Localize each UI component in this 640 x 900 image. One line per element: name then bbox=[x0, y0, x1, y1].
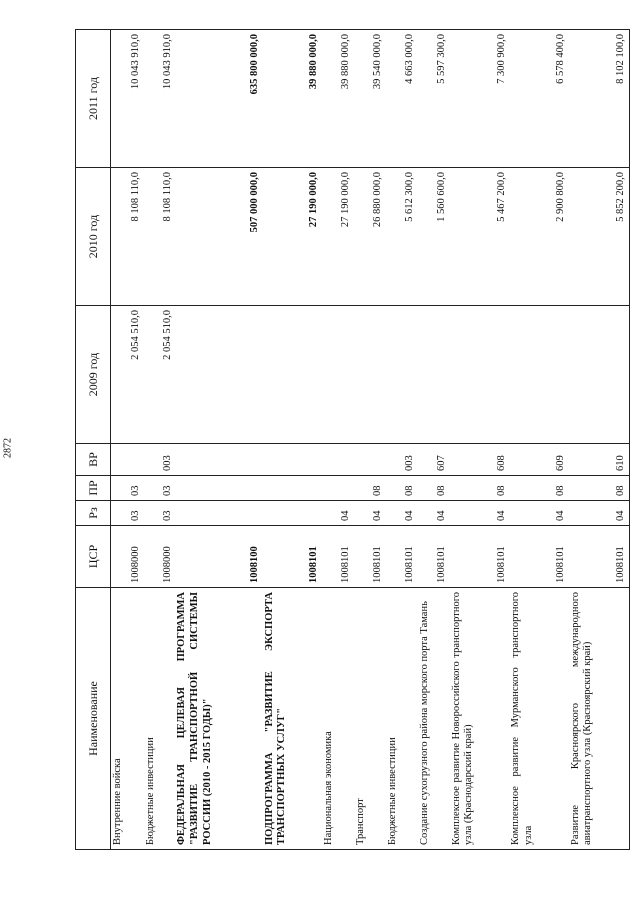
row-name: Национальная экономика bbox=[322, 588, 354, 850]
row-vr: 003 bbox=[386, 444, 418, 476]
row-pr: 08 bbox=[569, 476, 630, 501]
row-2010: 5 852 200,0 bbox=[569, 168, 630, 306]
table-row bbox=[386, 30, 418, 850]
row-name: Бюджетные инвестиции bbox=[386, 588, 418, 850]
table-row bbox=[263, 30, 323, 850]
table-row bbox=[450, 30, 510, 850]
row-rz: 04 bbox=[322, 501, 354, 526]
page-number-text: 2872 bbox=[2, 438, 14, 458]
row-csr: 1008101 bbox=[322, 526, 354, 588]
header-vr: ВР bbox=[76, 444, 111, 476]
row-rz: 04 bbox=[386, 501, 418, 526]
row-2011: 5 597 300,0 bbox=[418, 30, 450, 168]
row-2011: 39 880 000,0 bbox=[263, 30, 323, 168]
row-vr: 607 bbox=[418, 444, 450, 476]
row-2011: 6 578 400,0 bbox=[509, 30, 569, 168]
row-name: Внутренние войска bbox=[111, 588, 144, 850]
row-2010: 26 880 000,0 bbox=[354, 168, 386, 306]
row-2010: 8 108 110,0 bbox=[111, 168, 144, 306]
table-header-row bbox=[76, 30, 111, 850]
row-name: Бюджетные инвестиции bbox=[144, 588, 176, 850]
table-row bbox=[418, 30, 450, 850]
row-name: Транспорт bbox=[354, 588, 386, 850]
table-row bbox=[569, 30, 630, 850]
row-name: Создание сухогрузного района морского порта Тамань bbox=[418, 588, 450, 850]
row-2009 bbox=[450, 306, 510, 444]
row-2011: 635 800 000,0 bbox=[175, 30, 262, 168]
header-2011: 2011 год bbox=[76, 30, 111, 168]
row-rz: 04 bbox=[354, 501, 386, 526]
row-pr: 08 bbox=[418, 476, 450, 501]
row-name: Комплексное развитие Мурманского транспортного узла bbox=[509, 588, 569, 850]
row-name: ФЕДЕРАЛЬНАЯ ЦЕЛЕВАЯ ПРОГРАММА "РАЗВИТИЕ ТРАНСПОРТНОЙ СИСТЕМЫ РОССИИ (2010 - 2015 ГОДЫ)" bbox=[175, 588, 262, 850]
row-rz: 04 bbox=[450, 501, 510, 526]
row-csr: 1008000 bbox=[144, 526, 176, 588]
row-vr: 610 bbox=[569, 444, 630, 476]
row-rz bbox=[263, 501, 323, 526]
row-pr bbox=[175, 476, 262, 501]
row-2010: 27 190 000,0 bbox=[322, 168, 354, 306]
row-csr: 1008101 bbox=[263, 526, 323, 588]
row-2011: 8 102 100,0 bbox=[569, 30, 630, 168]
row-2009: 2 054 510,0 bbox=[111, 306, 144, 444]
header-2010: 2010 год bbox=[76, 168, 111, 306]
row-2011: 39 880 000,0 bbox=[322, 30, 354, 168]
row-vr bbox=[354, 444, 386, 476]
row-pr: 08 bbox=[509, 476, 569, 501]
row-2009 bbox=[175, 306, 262, 444]
row-2010: 5 467 200,0 bbox=[450, 168, 510, 306]
header-name: Наименование bbox=[76, 588, 111, 850]
row-2010: 507 000 000,0 bbox=[175, 168, 262, 306]
row-csr: 1008101 bbox=[386, 526, 418, 588]
row-rz: 04 bbox=[418, 501, 450, 526]
header-csr: ЦСР bbox=[76, 526, 111, 588]
row-csr: 1008000 bbox=[111, 526, 144, 588]
row-csr: 1008101 bbox=[418, 526, 450, 588]
header-pr: ПР bbox=[76, 476, 111, 501]
table-row bbox=[175, 30, 262, 850]
row-2011: 39 540 000,0 bbox=[354, 30, 386, 168]
row-rz bbox=[175, 501, 262, 526]
row-pr: 08 bbox=[386, 476, 418, 501]
row-2010: 1 560 600,0 bbox=[418, 168, 450, 306]
row-csr: 1008101 bbox=[354, 526, 386, 588]
row-csr: 1008100 bbox=[175, 526, 262, 588]
row-csr: 1008101 bbox=[509, 526, 569, 588]
row-vr bbox=[263, 444, 323, 476]
row-pr: 03 bbox=[111, 476, 144, 501]
budget-table bbox=[75, 29, 630, 850]
row-vr bbox=[322, 444, 354, 476]
table-row bbox=[144, 30, 176, 850]
row-rz: 04 bbox=[569, 501, 630, 526]
row-vr bbox=[175, 444, 262, 476]
row-2009: 2 054 510,0 bbox=[144, 306, 176, 444]
row-vr: 609 bbox=[509, 444, 569, 476]
row-2010: 27 190 000,0 bbox=[263, 168, 323, 306]
row-2009 bbox=[263, 306, 323, 444]
header-2009: 2009 год bbox=[76, 306, 111, 444]
row-csr: 1008101 bbox=[569, 526, 630, 588]
table-row bbox=[322, 30, 354, 850]
row-pr bbox=[322, 476, 354, 501]
row-csr: 1008101 bbox=[450, 526, 510, 588]
row-name: Комплексное развитие Новороссийского транспортного узла (Краснодарский край) bbox=[450, 588, 510, 850]
table-row bbox=[509, 30, 569, 850]
row-2009 bbox=[418, 306, 450, 444]
row-2011: 10 043 910,0 bbox=[144, 30, 176, 168]
row-2010: 2 900 800,0 bbox=[509, 168, 569, 306]
row-name: Развитие Красноярского международного авиатранспортного узла (Красноярский край) bbox=[569, 588, 630, 850]
row-2011: 10 043 910,0 bbox=[111, 30, 144, 168]
row-2010: 8 108 110,0 bbox=[144, 168, 176, 306]
table-row bbox=[111, 30, 144, 850]
row-2011: 7 300 900,0 bbox=[450, 30, 510, 168]
rotated-table-frame bbox=[75, 30, 630, 850]
page-number bbox=[0, 436, 16, 460]
row-2009 bbox=[386, 306, 418, 444]
header-rz: Рз bbox=[76, 501, 111, 526]
row-rz: 03 bbox=[144, 501, 176, 526]
row-name: ПОДПРОГРАММА "РАЗВИТИЕ ЭКСПОРТА ТРАНСПОРТНЫХ УСЛУГ" bbox=[263, 588, 323, 850]
row-2010: 5 612 300,0 bbox=[386, 168, 418, 306]
row-rz: 03 bbox=[111, 501, 144, 526]
budget-table-container bbox=[75, 30, 630, 850]
row-rz: 04 bbox=[509, 501, 569, 526]
row-2009 bbox=[354, 306, 386, 444]
row-vr: 003 bbox=[144, 444, 176, 476]
row-2011: 4 663 000,0 bbox=[386, 30, 418, 168]
row-2009 bbox=[322, 306, 354, 444]
row-pr: 08 bbox=[450, 476, 510, 501]
row-pr: 08 bbox=[354, 476, 386, 501]
row-2009 bbox=[569, 306, 630, 444]
row-vr bbox=[111, 444, 144, 476]
row-pr: 03 bbox=[144, 476, 176, 501]
row-pr bbox=[263, 476, 323, 501]
table-row bbox=[354, 30, 386, 850]
row-2009 bbox=[509, 306, 569, 444]
row-vr: 608 bbox=[450, 444, 510, 476]
